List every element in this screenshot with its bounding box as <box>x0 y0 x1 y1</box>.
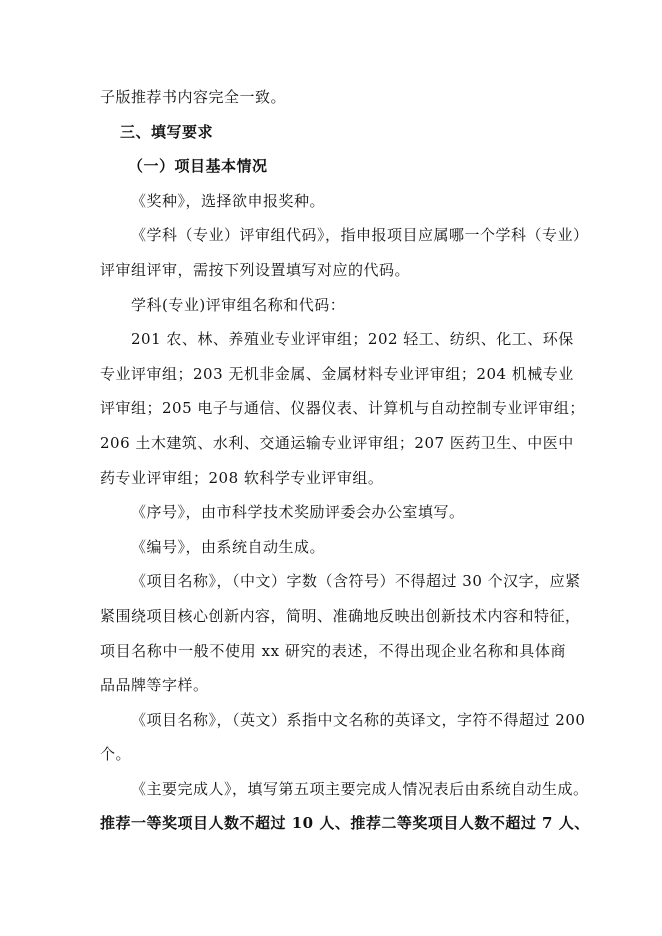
paragraph-continuation: 子版推荐书内容完全一致。 <box>100 88 287 106</box>
paragraph-project-name-en: 《项目名称》，（英文）系指中文名称的英译文，字符不得超过 200 <box>131 710 586 729</box>
paragraph-award-type: 《奖种》，选择欲申报奖种。 <box>131 191 326 210</box>
section-heading: 三、填写要求 <box>120 122 214 141</box>
paragraph-contributor-limits: 推荐一等奖项目人数不超过 10 人、推荐二等奖项目人数不超过 7 人、 <box>100 814 590 833</box>
document-page <box>100 86 590 847</box>
paragraph-discipline-list-cont: 206 土木建筑、水利、交通运输专业评审组；207 医药卫生、中医中 <box>100 433 574 452</box>
paragraph-project-name-en-cont: 个。 <box>100 745 132 764</box>
paragraph-discipline-list-cont: 专业评审组；203 无机非金属、金属材料专业评审组；204 机械专业 <box>100 364 574 383</box>
paragraph-main-contributors: 《主要完成人》，填写第五项主要完成人情况表后由系统自动生成。 <box>131 779 589 798</box>
paragraph-project-name-cn-cont: 品品牌等字样。 <box>100 676 209 695</box>
paragraph-serial-number: 《序号》，由市科学技术奖励评委会办公室填写。 <box>131 503 465 522</box>
paragraph-discipline-list-cont: 药专业评审组；208 软科学专业评审组。 <box>100 468 384 487</box>
paragraph-discipline-code-cont: 评审组评审，需按下列设置填写对应的代码。 <box>100 260 411 279</box>
paragraph-project-name-cn-cont: 项目名称中一般不使用 xx 研究的表述，不得出现企业名称和具体商 <box>100 641 566 660</box>
paragraph-discipline-list-cont: 评审组；205 电子与通信、仪器仪表、计算机与自动控制专业评审组； <box>100 399 585 418</box>
paragraph-discipline-code: 《学科（专业）评审组代码》，指申报项目应属哪一个学科（专业） <box>131 226 589 245</box>
paragraph-discipline-list: 201 农、林、养殖业专业评审组；202 轻工、纺织、化工、环保 <box>131 330 574 349</box>
subsection-heading: （一）项目基本情况 <box>128 157 268 176</box>
paragraph-code-number: 《编号》，由系统自动生成。 <box>131 537 326 556</box>
paragraph-discipline-list-label: 学科(专业)评审组名称和代码： <box>131 295 346 314</box>
paragraph-project-name-cn-cont: 紧围绕项目核心创新内容，简明、准确地反映出创新技术内容和特征， <box>100 606 581 625</box>
paragraph-project-name-cn: 《项目名称》，（中文）字数（含符号）不得超过 30 个汉字，应紧 <box>131 572 581 591</box>
